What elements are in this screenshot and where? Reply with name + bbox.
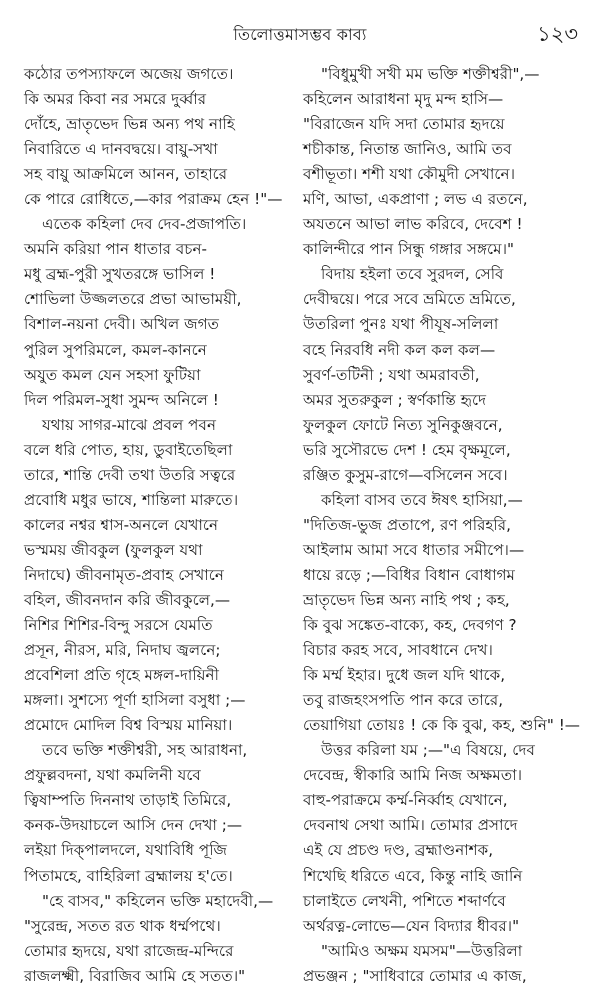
verse-line: কনক-উদয়াচলে আসি দেন দেখা ;— — [24, 816, 243, 835]
verse-line: প্রবেশিলা প্রতি গৃহে মঙ্গল-দায়িনী — [24, 666, 219, 685]
verse-line: ভস্মময় জীবকুল (ফুলকুল যথা — [24, 540, 203, 559]
verse-line: বিচার করহ সবে, সাবধানে দেখ। — [303, 641, 493, 660]
verse-line: দেবনাথ সেথা আমি। তোমার প্রসাদে — [303, 816, 518, 835]
verse-line: কি অমর কিবা নর সমরে দুর্ব্বার — [24, 90, 207, 109]
verse-line: ধায়ে রড়ে ;—বিধির বিধান বোধাগম — [303, 565, 515, 584]
verse-line: বহে নিরবধি নদী কল কল কল— — [303, 340, 496, 359]
verse-line: মধু ব্রহ্ম-পুরী সুখতরঙ্গে ভাসিল ! — [24, 265, 216, 284]
verse-line: কহিলেন আরাধনা মৃদু মন্দ হাসি— — [303, 90, 504, 109]
verse-line: প্রবোধি মধুর ভাষে, শান্তিলা মারুতে। — [24, 490, 239, 509]
verse-line: দেবেন্দ্র, স্বীকারি আমি নিজ অক্ষমতা। — [303, 766, 523, 785]
verse-line: "দিতিজ-ভুজ প্রতাপে, রণ পরিহরি, — [303, 515, 511, 534]
verse-line: "বিরাজেন যদি সদা তোমার হৃদয়ে — [303, 115, 505, 134]
page-header — [0, 18, 600, 48]
verse-line: কালের নশ্বর শ্বাস-অনলে যেখানে — [24, 515, 219, 534]
verse-line: প্রমোদে মোদিল বিশ্ব বিস্ময় মানিয়া। — [24, 716, 233, 735]
verse-line: অযতনে আভা লাভ করিবে, দেবেশ ! — [303, 215, 523, 234]
verse-line: ফুলকুল ফোটে নিত্য সুনিকুঞ্জবনে, — [303, 415, 503, 434]
verse-line: দোঁহে, ভ্রাতৃভেদ ভিন্ন অন্য পথ নাহি — [24, 115, 235, 134]
verse-line: "আমিও অক্ষম যমসম"—উত্তরিলা — [321, 941, 523, 960]
verse-line: বশীভূতা। শশী যথা কৌমুদী সেখানে। — [303, 165, 516, 184]
verse-line: কি বুঝ সঙ্কেত-বাক্যে, কহ, দেবগণ ? — [303, 616, 517, 635]
verse-line: রঞ্জিত কুসুম-রাগে—বসিলেন সবে। — [303, 465, 508, 484]
verse-line: পুরিল সুপরিমলে, কমল-কাননে — [24, 340, 207, 359]
verse-line: শচীকান্ত, নিতান্ত জানিও, আমি তব — [303, 140, 512, 159]
verse-line: রাজলক্ষ্মী, বিরাজিব আমি হে সতত।" — [24, 966, 246, 985]
verse-line: তোমার হৃদয়ে, যথা রাজেন্দ্র-মন্দিরে — [24, 941, 234, 960]
verse-line: উত্তর করিলা যম ;—"এ বিষয়ে, দেব — [321, 741, 535, 760]
verse-line: বিদায় হইলা তবে সুরদল, সেবি — [321, 265, 504, 284]
verse-line: কঠোর তপস্যাফলে অজেয় জগতে। — [24, 65, 234, 83]
verse-line: দিল পরিমল-সুধা সুমন্দ অনিলে ! — [24, 390, 219, 409]
verse-line: লইয়া দিক্‌পালদলে, যথাবিধি পূজি — [24, 841, 228, 860]
verse-line: অযুত কমল যেন সহসা ফুটিয়া — [24, 365, 201, 384]
verse-line: অর্থরত্ন-লোভে—যেন বিদ্যার ধীবর।" — [303, 916, 520, 935]
verse-line: মণি, আভা, একপ্রাণা ; লভ এ রতনে, — [303, 190, 528, 209]
verse-line: চালাইতে লেখনী, পশিতে শব্দার্ণবে — [303, 891, 506, 910]
verse-line: তবু রাজহংসপতি পান করে তারে, — [303, 691, 504, 710]
verse-line: উতরিলা পুনঃ যথা পীযূষ-সলিলা — [303, 315, 499, 334]
verse-line: এই যে প্রচণ্ড দণ্ড, ব্রহ্মাণ্ডনাশক, — [303, 841, 494, 860]
verse-line: সুবর্ণ-তটিনী ; যথা অমরাবতী, — [303, 365, 480, 384]
page-number: ১২৩ — [537, 22, 578, 46]
verse-line: যথায় সাগর-মাঝে প্রবল পবন — [42, 415, 217, 434]
right-text-column — [303, 62, 593, 989]
verse-line: "বিধুমুখী সখী মম ভক্তি শক্তীশ্বরী",— — [321, 65, 540, 83]
verse-line: বাহু-পরাক্রমে কর্ম্ম-নির্ব্বাহ যেখানে, — [303, 791, 508, 810]
verse-line: দেবীদ্বয়ে। পরে সবে ভ্রমিতে ভ্রমিতে, — [303, 290, 516, 309]
verse-line: তারে, শান্তি দেবী তথা উতরি সত্বরে — [24, 465, 236, 484]
verse-line: সহ বায়ু আক্রমিলে আনন, তাহারে — [24, 165, 228, 184]
verse-line: ভ্রাতৃভেদ ভিন্ন অন্য নাহি পথ ; কহ, — [303, 590, 510, 609]
verse-line: তবে ভক্তি শক্তীশ্বরী, সহ আরাধনা, — [42, 741, 248, 760]
verse-line: নিবারিতে এ দানবদ্বয়ে। বায়ু-সখা — [24, 140, 218, 159]
verse-line: বহিল, জীবনদান করি জীবকুলে,— — [24, 590, 231, 609]
verse-line: কালিন্দীরে পান সিন্ধু গঙ্গার সঙ্গমে।" — [303, 240, 515, 259]
verse-line: বলে ধরি পোত, হায়, ডুবাইতেছিলা — [24, 440, 233, 459]
verse-line: "হে বাসব," কহিলেন ভক্তি মহাদেবী,— — [42, 891, 274, 910]
verse-line: ভরি সুসৌরভে দেশ ! হেম বৃক্ষমূলে, — [303, 440, 511, 459]
verse-line: "সুরেন্দ্র, সতত রত থাক ধর্ম্মপথে। — [24, 916, 221, 935]
verse-line: বিশাল-নয়না দেবী। অখিল জগত — [24, 315, 220, 334]
running-title: তিলোত্তমাসম্ভব কাব্য — [233, 25, 367, 44]
verse-line: প্রসূন, নীরস, মরি, নিদাঘ জ্বলনে; — [24, 641, 221, 660]
verse-line: অমর সুতরুকুল ; স্বর্ণকান্তি হৃদে — [303, 390, 487, 409]
verse-line: শিখেছি ধরিতে এবে, কিন্তু নাহি জানি — [303, 866, 523, 885]
verse-line: তেয়াগিয়া তোয়ঃ ! কে কি বুঝ, কহ, শুনি" !— — [303, 716, 580, 735]
verse-line: অমনি করিয়া পান ধাতার বচন- — [24, 240, 208, 259]
verse-line: পিতামহে, বাহিরিলা ব্রহ্মালয় হ'তে। — [24, 866, 233, 885]
verse-line: এতেক কহিলা দেব দেব-প্রজাপতি। — [42, 215, 247, 234]
verse-line: কহিলা বাসব তবে ঈষৎ হাসিয়া,— — [321, 490, 523, 509]
verse-line: আইলাম আমা সবে ধাতার সমীপে।— — [303, 540, 525, 559]
verse-line: শোভিলা উজ্জলতরে প্রভা আভাময়ী, — [24, 290, 242, 309]
verse-line: মঙ্গলা। সুশস্যে পূর্ণা হাসিলা বসুধা ;— — [24, 691, 246, 710]
verse-line: প্রফুল্লবদনা, যথা কমলিনী যবে — [24, 766, 201, 785]
verse-line: কে পারে রোধিতে,—কার পরাক্রম হেন !"— — [24, 190, 283, 209]
left-text-column — [24, 62, 296, 989]
verse-line: প্রভঞ্জন ; "সাধিবারে তোমার এ কাজ, — [303, 966, 527, 985]
verse-line: নিশির শিশির-বিন্দু সরসে যেমতি — [24, 616, 213, 635]
verse-line: ত্বিষাম্পতি দিননাথ তাড়াই তিমিরে, — [24, 791, 232, 810]
verse-line: নিদাঘে) জীবনামৃত-প্রবাহ সেখানে — [24, 565, 224, 584]
verse-line: কি মর্ম্ম ইহার। দুধে জল যদি থাকে, — [303, 666, 506, 685]
